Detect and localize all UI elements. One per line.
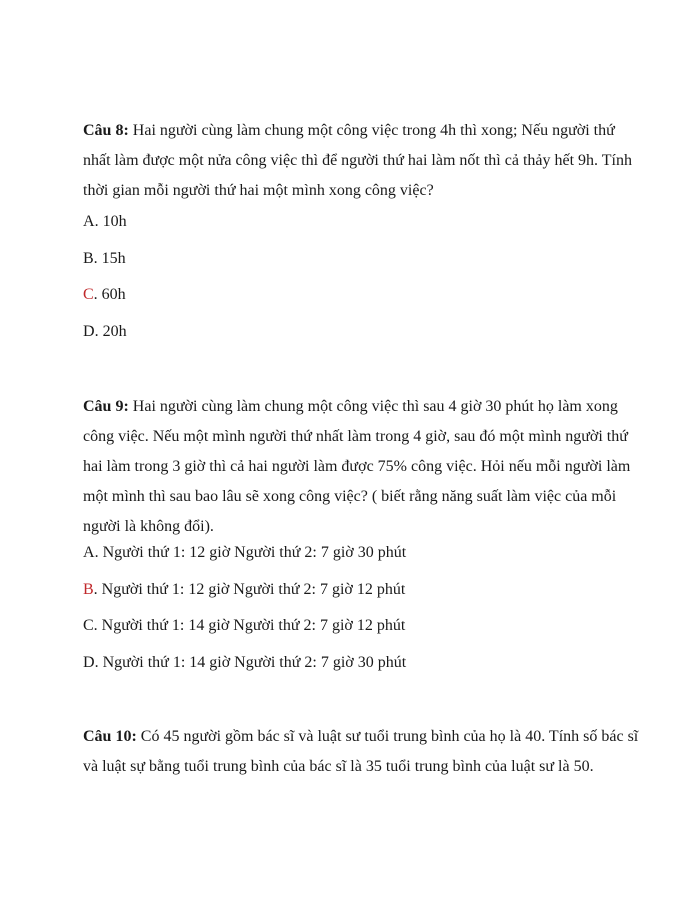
q9-option-b-text: . Người thứ 1: 12 giờ Người thứ 2: 7 giờ 12 phút <box>93 581 406 598</box>
q8-option-d-text: . 20h <box>94 323 127 340</box>
q8-option-c <box>83 284 126 306</box>
question-9-text: Hai người cùng làm chung một công việc thì sau 4 giờ 30 phút họ làm xong công việc. Nếu một mình người thứ nhất làm trong 4 giờ, sau đó một mình người thứ hai làm trong 3 giờ thì cả hai người làm được 75% công việc. Hỏi nếu mỗi người làm một mình thì sau bao lâu sẽ xong công việc? ( biết rằng năng suất làm việc của mỗi người là không đổi). <box>83 398 631 535</box>
q8-option-d-letter: D <box>83 323 95 340</box>
q9-option-a-letter: A <box>83 544 95 561</box>
q8-option-b-text: . 15h <box>93 250 126 267</box>
q8-option-b <box>83 248 126 270</box>
q8-option-a-letter: A <box>83 213 95 230</box>
q9-option-c <box>83 615 405 637</box>
q8-option-d <box>83 321 127 343</box>
q9-option-a-text: . Người thứ 1: 12 giờ Người thứ 2: 7 giờ 30 phút <box>94 544 407 561</box>
q8-option-c-text: . 60h <box>93 286 126 303</box>
question-10 <box>83 722 643 782</box>
question-10-label: Câu 10: <box>83 728 137 745</box>
q8-option-a <box>83 211 127 233</box>
q9-option-c-text: . Người thứ 1: 14 giờ Người thứ 2: 7 giờ 12 phút <box>93 617 406 634</box>
q8-option-b-letter: B <box>83 250 94 267</box>
question-8-label: Câu 8: <box>83 122 129 139</box>
question-9 <box>83 392 643 542</box>
q9-option-c-letter: C <box>83 617 94 634</box>
question-8-text: Hai người cùng làm chung một công việc trong 4h thì xong; Nếu người thứ nhất làm được một nửa công việc thì để người thứ hai làm nốt thì cả thảy hết 9h. Tính thời gian mỗi người thứ hai một mình xong công việc? <box>83 122 632 199</box>
q9-option-d-text: . Người thứ 1: 14 giờ Người thứ 2: 7 giờ 30 phút <box>94 654 407 671</box>
q9-option-b-letter: B <box>83 581 94 598</box>
q9-option-b <box>83 579 405 601</box>
q8-option-a-text: . 10h <box>94 213 127 230</box>
question-9-label: Câu 9: <box>83 398 129 415</box>
q9-option-a <box>83 542 406 564</box>
q8-option-c-letter: C <box>83 286 94 303</box>
question-10-text: Có 45 người gồm bác sĩ và luật sư tuổi trung bình của họ là 40. Tính số bác sĩ và luật sự bằng tuổi trung bình của bác sĩ là 35 tuổi trung bình của luật sư là 50. <box>83 728 639 775</box>
question-8 <box>83 116 643 206</box>
q9-option-d-letter: D <box>83 654 95 671</box>
q9-option-d <box>83 652 406 674</box>
